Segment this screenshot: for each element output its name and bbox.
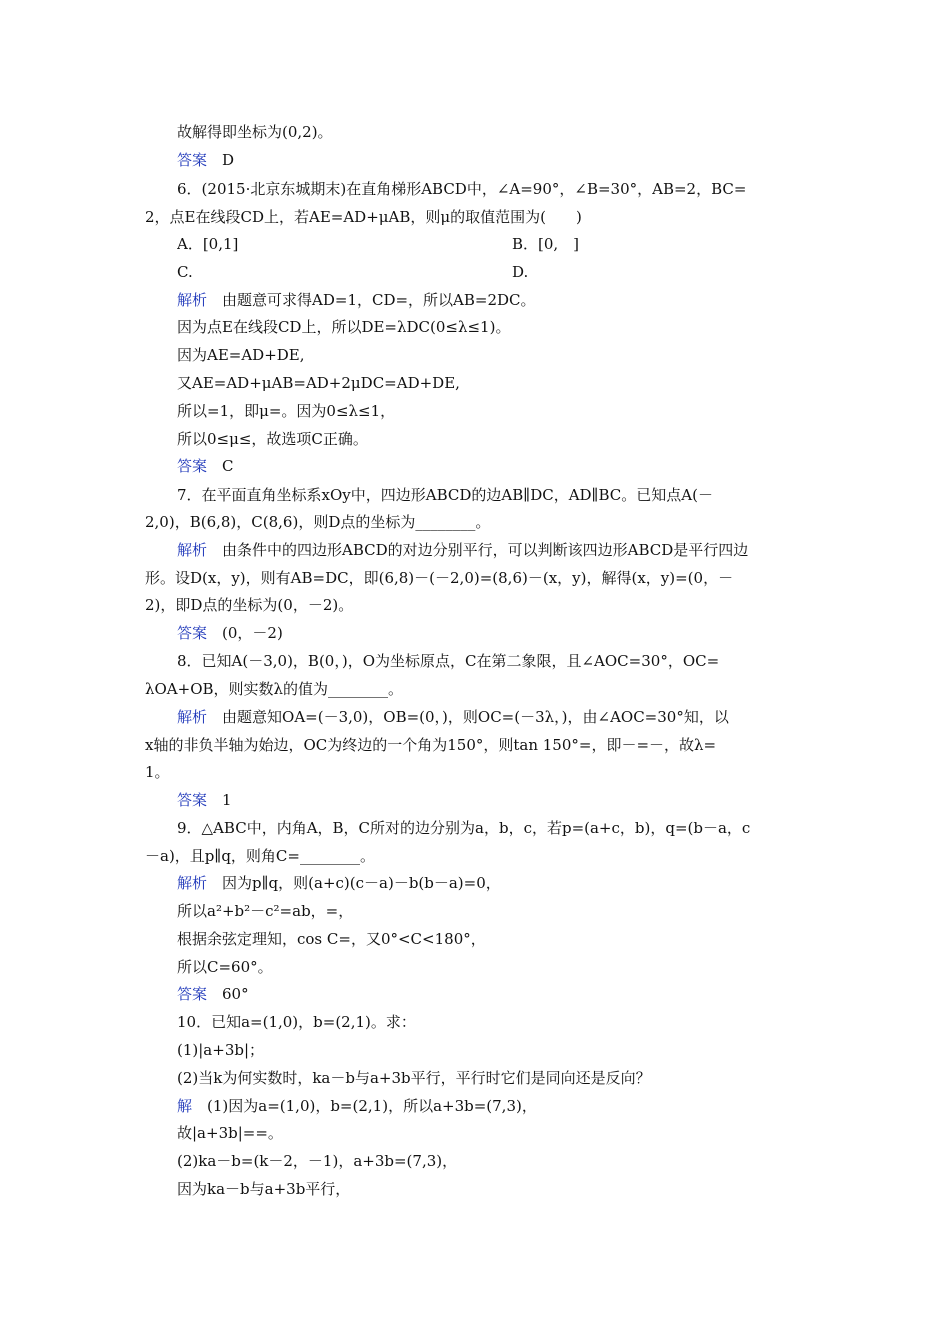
line-text: 1。 (145, 763, 170, 781)
text-line (145, 845, 810, 867)
text-line (177, 400, 810, 422)
section-label: 解析 (177, 874, 208, 892)
text-line (177, 344, 810, 366)
section-label: 答案 (177, 985, 208, 1003)
section-label: 答案 (177, 151, 208, 169)
line-text: 7．在平面直角坐标系xOy中，四边形ABCD的边AB∥DC，AD∥BC。已知点A(－ (177, 486, 713, 504)
text-line (177, 1150, 810, 1172)
text-line (177, 372, 810, 394)
text-line (177, 1178, 810, 1200)
section-label: 答案 (177, 791, 208, 809)
line-text: 9．△ABC中，内角A，B，C所对的边分别为a，b，c，若p=(a+c，b)，q=(b－a，c (177, 819, 751, 837)
line-text: 因为ka－b与a+3b平行， (177, 1180, 351, 1198)
line-text: 1 (207, 791, 232, 809)
section-label: 答案 (177, 457, 208, 475)
line-text: 8．已知A(－3,0)，B(0，)，O为坐标原点，C在第二象限，且∠AOC=30°，OC= (177, 652, 720, 670)
line-text: (0，－2) (207, 624, 283, 642)
option-right: D. (512, 263, 529, 281)
text-line (177, 928, 810, 950)
line-text: 由题意可求得AD=1，CD=，所以AB=2DC。 (207, 291, 536, 309)
answer-line (177, 289, 810, 311)
text-line (177, 178, 810, 200)
line-text: 所以=1，即μ=。因为0≤λ≤1， (177, 402, 396, 420)
text-line (177, 1011, 810, 1033)
text-line (145, 678, 810, 700)
line-text: 故解得即坐标为(0,2)。 (177, 123, 333, 141)
text-line (177, 817, 810, 839)
section-label: 解析 (177, 708, 208, 726)
line-text: 60° (207, 985, 249, 1003)
line-text: 6．(2015·北京东城期末)在直角梯形ABCD中，∠A=90°，∠B=30°，AB=2，BC= (177, 180, 747, 198)
answer-line (177, 983, 810, 1005)
text-line (177, 484, 810, 506)
text-line (177, 1067, 810, 1089)
line-text: 因为p∥q，则(a+c)(c－a)－b(b－a)=0， (207, 874, 501, 892)
answer-line (177, 706, 810, 728)
line-text: 因为AE=AD+DE, (177, 346, 305, 364)
text-line (145, 511, 810, 533)
line-text: 根据余弦定理知，cos C=，又0°<C<180°， (177, 930, 486, 948)
answer-line (177, 539, 810, 561)
answer-line (177, 789, 810, 811)
line-text: (1)|a+3b|； (177, 1041, 265, 1059)
text-line (145, 206, 810, 228)
line-text: 2)，即D点的坐标为(0，－2)。 (145, 596, 354, 614)
line-text: 由条件中的四边形ABCD的对边分别平行，可以判断该四边形ABCD是平行四边 (207, 541, 749, 559)
line-text: C (207, 457, 234, 475)
option-right: B．[0, ] (512, 235, 580, 253)
answer-line (177, 149, 810, 171)
answer-line (177, 872, 810, 894)
text-line (145, 567, 810, 589)
section-label: 答案 (177, 624, 208, 642)
line-text: 所以0≤μ≤，故选项C正确。 (177, 430, 368, 448)
answer-line (177, 455, 810, 477)
line-text: (2)当k为何实数时，ka－b与a+3b平行，平行时它们是同向还是反向？ (177, 1069, 651, 1087)
line-text: 所以a²+b²－c²=ab，=， (177, 902, 354, 920)
section-label: 解 (177, 1097, 193, 1115)
text-line (145, 761, 810, 783)
line-text: 2，点E在线段CD上，若AE=AD+μAB，则μ的取值范围为( ) (145, 208, 582, 226)
line-text: 2,0)，B(6,8)，C(8,6)，则D点的坐标为________。 (145, 513, 491, 531)
section-label: 解析 (177, 541, 208, 559)
text-line (177, 428, 810, 450)
text-line (177, 1039, 810, 1061)
text-line (145, 594, 810, 616)
line-text: λOA+OB，则实数λ的值为________。 (145, 680, 404, 698)
line-text: 又AE=AD+μAB=AD+2μDC=AD+DE, (177, 374, 460, 392)
line-text: (2)ka－b=(k－2，－1)，a+3b=(7,3)， (177, 1152, 458, 1170)
text-line (177, 900, 810, 922)
text-line (177, 316, 810, 338)
line-text: D (207, 151, 235, 169)
line-text: 10．已知a=(1,0)，b=(2,1)。求： (177, 1013, 416, 1031)
text-line (177, 121, 810, 143)
text-line (177, 1122, 810, 1144)
line-text: 由题意知OA=(－3,0)，OB=(0，)，则OC=(－3λ，)，由∠AOC=30°知，以 (207, 708, 729, 726)
text-line (177, 650, 810, 672)
line-text: 形。设D(x，y)，则有AB=DC，即(6,8)－(－2,0)=(8,6)－(x，y)，解得(x，y)=(0，－ (145, 569, 734, 587)
text-line (177, 956, 810, 978)
line-text: x轴的非负半轴为始边，OC为终边的一个角为150°，则tan 150°=，即－=－，故λ= (145, 736, 717, 754)
line-text: 故|a+3b|==。 (177, 1124, 283, 1142)
line-text: C. (177, 263, 193, 281)
line-text: (1)因为a=(1,0)，b=(2,1)，所以a+3b=(7,3)， (192, 1097, 537, 1115)
answer-line (177, 1095, 810, 1117)
section-label: 解析 (177, 291, 208, 309)
line-text: A．[0,1] (177, 235, 239, 253)
line-text: 因为点E在线段CD上，所以DE=λDC(0≤λ≤1)。 (177, 318, 511, 336)
text-line (145, 734, 810, 756)
options-line (177, 233, 810, 255)
line-text: 所以C=60°。 (177, 958, 273, 976)
options-line (177, 261, 810, 283)
answer-line (177, 622, 810, 644)
line-text: －a)，且p∥q，则角C=________。 (145, 847, 375, 865)
